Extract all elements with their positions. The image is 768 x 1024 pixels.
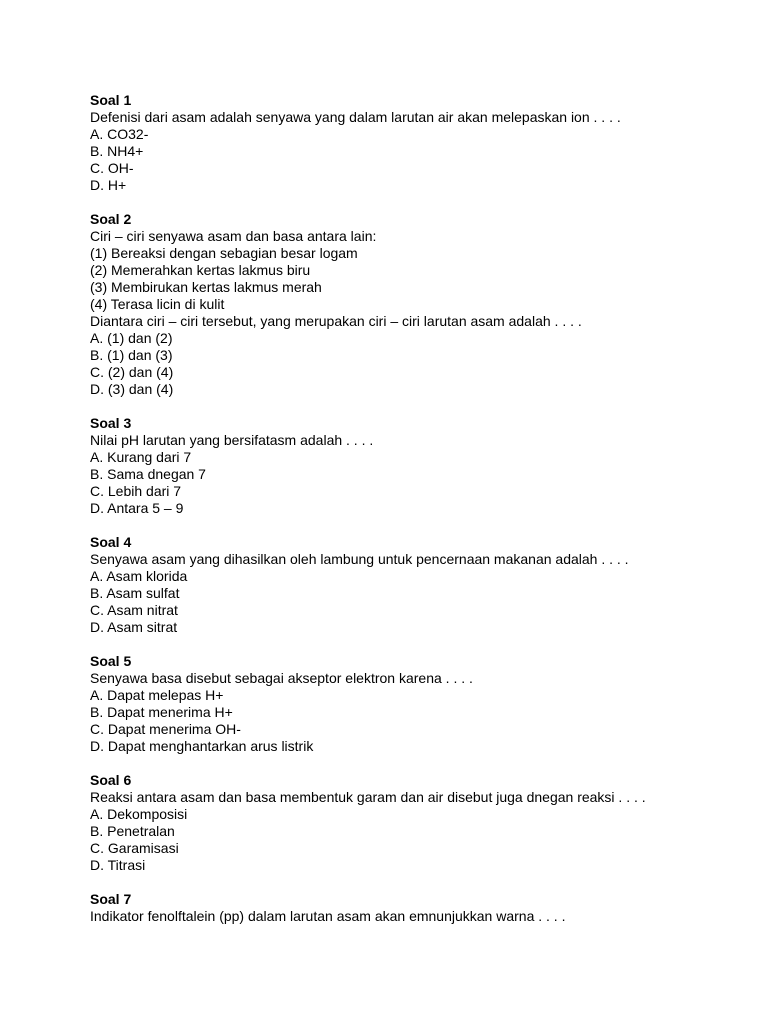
document-body <box>90 92 750 942</box>
answer-option: B. Asam sulfat <box>90 585 180 601</box>
answer-option: A. Dekomposisi <box>90 806 188 822</box>
question-text: Reaksi antara asam dan basa membentuk garam dan air disebut juga dnegan reaksi . . . . <box>90 789 646 805</box>
question-block <box>90 92 750 194</box>
question-text: (4) Terasa licin di kulit <box>90 296 225 312</box>
question-text: Nilai pH larutan yang bersifatasm adalah . . . . <box>90 432 374 448</box>
answer-option: C. Lebih dari 7 <box>90 483 182 499</box>
question-block <box>90 891 750 925</box>
question-text: Defenisi dari asam adalah senyawa yang dalam larutan air akan melepaskan ion . . . . <box>90 109 621 125</box>
question-title: Soal 3 <box>90 415 132 431</box>
question-block <box>90 211 750 398</box>
answer-option: A. Asam klorida <box>90 568 188 584</box>
question-title: Soal 2 <box>90 211 132 227</box>
question-text: Senyawa asam yang dihasilkan oleh lambung untuk pencernaan makanan adalah . . . . <box>90 551 629 567</box>
answer-option: B. Dapat menerima H+ <box>90 704 233 720</box>
answer-option: C. Dapat menerima OH- <box>90 721 241 737</box>
answer-option: D. Asam sitrat <box>90 619 178 635</box>
answer-option: A. (1) dan (2) <box>90 330 173 346</box>
answer-option: D. Dapat menghantarkan arus listrik <box>90 738 314 754</box>
question-title: Soal 1 <box>90 92 132 108</box>
question-title: Soal 5 <box>90 653 132 669</box>
question-title: Soal 7 <box>90 891 132 907</box>
answer-option: D. Antara 5 – 9 <box>90 500 184 516</box>
answer-option: A. Dapat melepas H+ <box>90 687 224 703</box>
answer-option: D. H+ <box>90 177 127 193</box>
question-block <box>90 772 750 874</box>
question-title: Soal 4 <box>90 534 132 550</box>
answer-option: B. Penetralan <box>90 823 175 839</box>
answer-option: C. OH- <box>90 160 134 176</box>
question-text: (1) Bereaksi dengan sebagian besar logam <box>90 245 358 261</box>
answer-option: C. Asam nitrat <box>90 602 178 618</box>
answer-option: B. Sama dnegan 7 <box>90 466 206 482</box>
answer-option: D. Titrasi <box>90 857 146 873</box>
question-block <box>90 653 750 755</box>
question-block <box>90 534 750 636</box>
answer-option: B. (1) dan (3) <box>90 347 173 363</box>
answer-option: A. Kurang dari 7 <box>90 449 192 465</box>
question-block <box>90 415 750 517</box>
answer-option: D. (3) dan (4) <box>90 381 174 397</box>
question-text: (3) Membirukan kertas lakmus merah <box>90 279 322 295</box>
answer-option: C. (2) dan (4) <box>90 364 174 380</box>
answer-option: C. Garamisasi <box>90 840 179 856</box>
question-text: Senyawa basa disebut sebagai akseptor elektron karena . . . . <box>90 670 473 686</box>
question-text: Indikator fenolftalein (pp) dalam larutan asam akan emnunjukkan warna . . . . <box>90 908 566 924</box>
question-title: Soal 6 <box>90 772 132 788</box>
question-text: Diantara ciri – ciri tersebut, yang merupakan ciri – ciri larutan asam adalah . . . . <box>90 313 582 329</box>
answer-option: A. CO32- <box>90 126 149 142</box>
answer-option: B. NH4+ <box>90 143 144 159</box>
question-text: (2) Memerahkan kertas lakmus biru <box>90 262 311 278</box>
question-text: Ciri – ciri senyawa asam dan basa antara lain: <box>90 228 377 244</box>
